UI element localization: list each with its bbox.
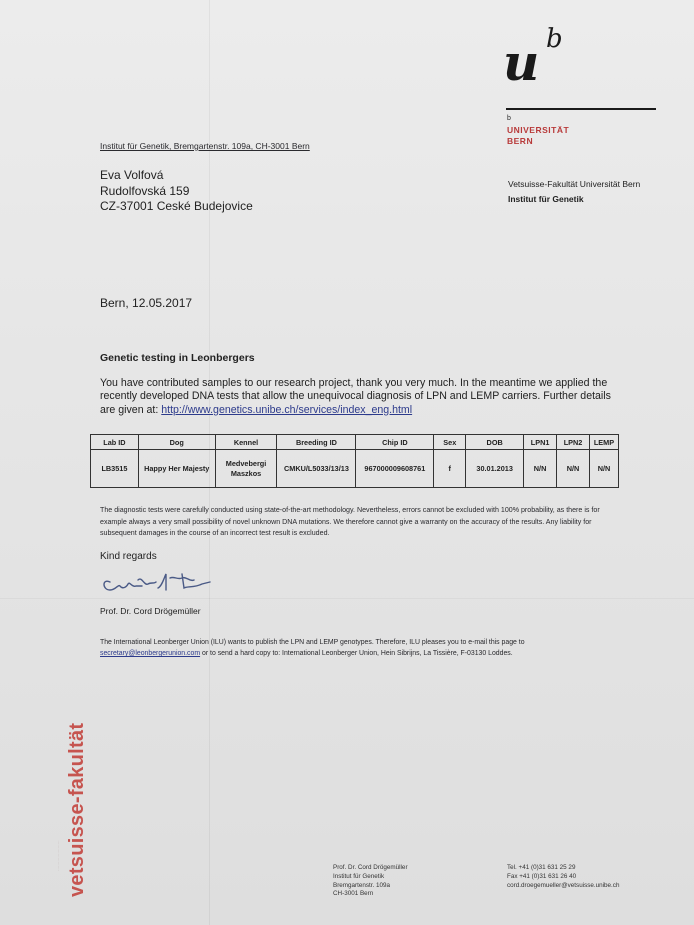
university-logo-b: b [546, 24, 563, 54]
cell-lpn1: N/N [524, 450, 557, 488]
details-link[interactable]: http://www.genetics.unibe.ch/services/index_eng.html [161, 403, 413, 416]
signer-name: Prof. Dr. Cord Drögemüller [100, 606, 201, 616]
paper-fold [0, 598, 694, 599]
cell-sex: f [434, 450, 466, 488]
university-logo-u: u [503, 33, 538, 92]
faculty-block [508, 177, 640, 207]
logo-small-b: b [507, 115, 511, 122]
header-lpn1: LPN1 [524, 435, 557, 450]
results-table [90, 434, 619, 488]
faculty-name: Vetsuisse-Fakultät Universität Bern [508, 179, 641, 189]
intro-text: You have contributed samples to our research project, thank you very much. In the meantime we applied the recently developed DNA tests that allow the unequivocal diagnosis of LPN and LEMP carriers. Further details are given at: [100, 377, 611, 416]
header-kennel: Kennel [215, 435, 277, 450]
recipient-street: Rudolfovská 159 [100, 183, 190, 198]
header-lemp: LEMP [589, 435, 618, 450]
ilu-text-1: The International Leonberger Union (ILU) wants to publish the LPN and LEMP genotypes. Therefore, ILU pleases you to e-mail this page to [100, 639, 525, 646]
signature-image [98, 564, 218, 598]
footer-address-line: Prof. Dr. Cord Drögemüller [333, 864, 408, 871]
cell-chip-id: 967000009608761 [356, 450, 434, 488]
cell-lab-id: LB3515 [91, 450, 139, 488]
logo-divider [506, 108, 656, 110]
ilu-paragraph [100, 637, 620, 659]
recipient-city: CZ-37001 Ceské Budejovice [100, 199, 253, 213]
ilu-email-link[interactable]: secretary@leonbergerunion.com [100, 650, 201, 657]
letter-subject: Genetic testing in Leonbergers [100, 352, 255, 364]
header-lpn2: LPN2 [557, 435, 590, 450]
header-dob: DOB [466, 435, 524, 450]
header-dog: Dog [138, 435, 215, 450]
disclaimer-paragraph: The diagnostic tests were carefully conducted using state-of-the-art methodology. Nevertheless, errors cannot be excluded with 100% probability, as there is for example always a very small possibility of novel unknown DNA mutations. We therefore cannot give a warranty on the accuracy of the results. Any liability for subsequent damages in the course of an incorrect test result is excluded. [100, 506, 600, 537]
cell-dob: 30.01.2013 [466, 450, 524, 488]
header-lab-id: Lab ID [91, 435, 139, 450]
recipient-name: Eva Volfová [100, 168, 164, 182]
ilu-text-2: or to send a hard copy to: International Leonberger Union, Hein Sibrijns, La Tissière, F-03130 Loddes. [200, 650, 513, 657]
footer-address-line: CH-3001 Bern [333, 890, 374, 898]
cell-lpn2: N/N [557, 450, 590, 488]
footer-fax: Fax +41 (0)31 631 26 40 [507, 872, 577, 880]
sender-address-line: Institut für Genetik, Bremgartenstr. 109a, CH-3001 Bern [100, 141, 310, 151]
recipient-address [100, 168, 253, 215]
vetsuisse-brand: vetsuisse-fakultät [66, 722, 88, 897]
table-header-row [91, 435, 619, 450]
university-name-line2: BERN [507, 136, 534, 146]
side-fine-print: ······················· [56, 840, 61, 871]
closing: Kind regards [100, 551, 157, 562]
cell-kennel: Medvebergi Maszkos [215, 450, 277, 488]
header-sex: Sex [434, 435, 466, 450]
footer-phone: Tel. +41 (0)31 631 25 29 [507, 864, 576, 871]
cell-lemp: N/N [589, 450, 618, 488]
intro-paragraph [100, 377, 620, 417]
university-name [507, 125, 569, 147]
table-row [91, 450, 619, 488]
footer-address-line: Bremgartenstr. 109a [333, 881, 391, 889]
footer-contact [507, 864, 619, 890]
footer-address-line: Institut für Genetik [333, 872, 385, 880]
university-name-line1: UNIVERSITÄT [507, 125, 570, 135]
cell-dog: Happy Her Majesty [138, 450, 215, 488]
header-breeding-id: Breeding ID [277, 435, 356, 450]
footer-address [333, 864, 408, 899]
institute-name: Institut für Genetik [508, 194, 584, 204]
footer-email[interactable]: cord.droegemueller@vetsuisse.unibe.ch [507, 881, 620, 889]
header-chip-id: Chip ID [356, 435, 434, 450]
letter-date: Bern, 12.05.2017 [100, 296, 193, 310]
cell-breeding-id: CMKU/L5033/13/13 [277, 450, 356, 488]
